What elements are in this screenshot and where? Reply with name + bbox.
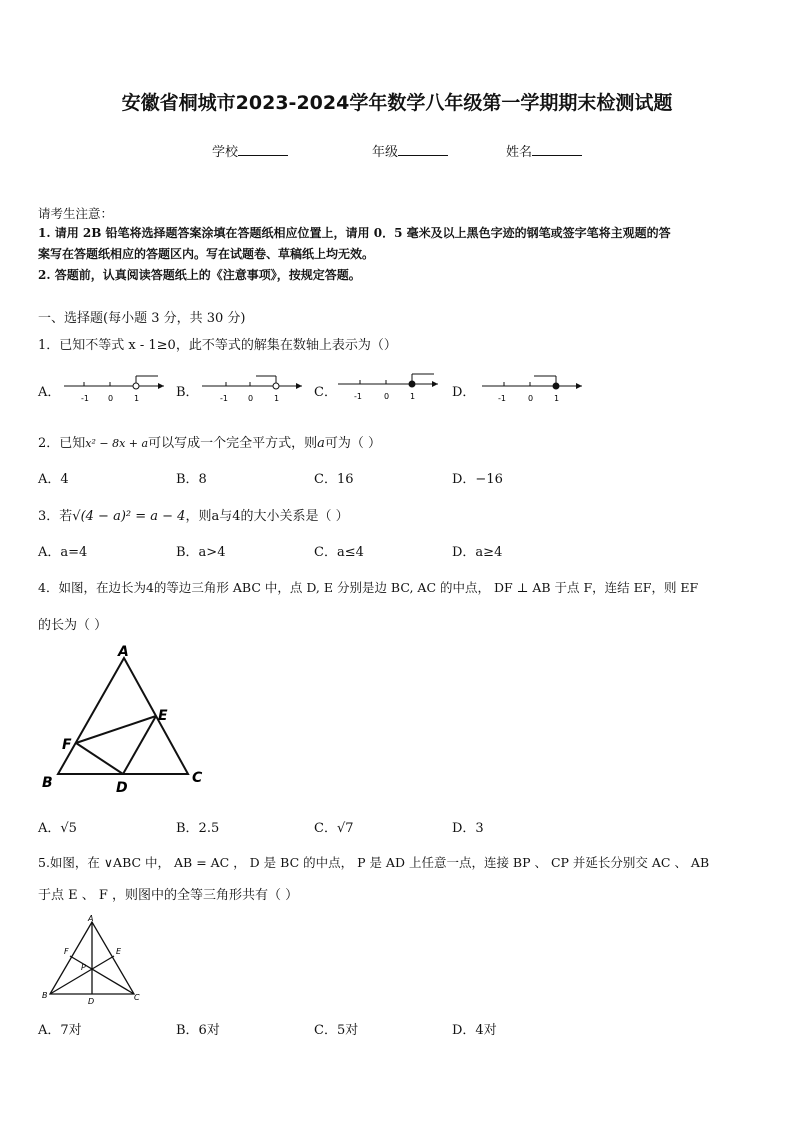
q2-expression: x² − 8x + a [85,437,149,450]
tick-label: 0 [108,394,114,403]
svg-text:-1: -1 [354,392,362,401]
q2-option-c[interactable]: C．16 [314,472,354,487]
grade-blank[interactable] [398,143,448,156]
q4-stem-line-2: 的长为（ ） [38,618,108,633]
vertex-label-c: C [192,770,203,786]
name-field[interactable] [506,141,582,160]
q1-number-line-c [334,368,442,404]
vertex-label-f: F [62,737,72,753]
q3-option-b[interactable]: B．a>4 [176,545,226,560]
q1-option-d[interactable]: D． [452,385,476,400]
vertex-label-f: F [64,947,69,956]
svg-text:1: 1 [410,392,416,401]
q2-option-b[interactable]: B．8 [176,472,207,487]
q3-option-c[interactable]: C．a≤4 [314,545,364,560]
school-field[interactable] [212,141,288,160]
section-heading: 一、选择题(每小题 3 分，共 30 分) [38,311,246,326]
svg-text:-1: -1 [498,394,506,403]
notice-line-3: 2. 答题前，认真阅读答题纸上的《注意事项》，按规定答题。 [38,268,361,282]
name-label: 姓名 [506,145,533,160]
q5-option-a[interactable]: A．7对 [38,1023,82,1038]
q2-stem: 2．已知x² − 8x + a可以写成一个完全平方式，则a可为（ ） [38,436,381,451]
vertex-label-c: C [134,993,140,1002]
q5-stem-line-1: 5.如图，在 ∨ABC 中， AB = AC ， D 是 BC 的中点， P 是 AD 上任意一点，连接 BP 、 CP 并延长分别交 AC 、 AB [38,855,710,870]
q4-option-b[interactable]: B．2.5 [176,821,220,836]
vertex-label-e: E [116,947,122,956]
vertex-label-a: A [118,644,129,660]
vertex-label-d: D [88,997,95,1006]
svg-text:1: 1 [554,394,560,403]
q4-stem-line-1: 4．如图，在边长为4的等边三角形 ABC 中，点 D, E 分别是边 BC, AC 的中点， DF ⊥ AB 于点 F，连结 EF，则 EF [38,580,699,595]
q5-option-b[interactable]: B．6对 [176,1023,220,1038]
q3-option-d[interactable]: D．a≥4 [452,545,503,560]
vertex-label-p: P [81,963,86,972]
q5-option-c[interactable]: C．5对 [314,1023,359,1038]
q1-number-line-b [198,370,306,406]
notice-line-1: 1. 请用 2B 铅笔将选择题答案涂填在答题纸相应位置上，请用 0．5 毫米及以上黑色字迹的钢笔或签字笔将主观题的答 [38,226,671,240]
page-title: 安徽省桐城市2023-2024学年数学八年级第一学期期末检测试题 [121,92,673,114]
q5-triangle-figure [36,912,146,1008]
school-blank[interactable] [238,143,288,156]
q1-option-b[interactable]: B． [176,385,199,400]
svg-text:0: 0 [384,392,390,401]
grade-label: 年级 [372,145,399,160]
q1-number-line-a [60,370,168,406]
q1-option-c[interactable]: C． [314,385,337,400]
vertex-label-b: B [42,775,53,791]
grade-field[interactable] [372,141,448,160]
q2-option-d[interactable]: D．−16 [452,472,503,487]
q1-number-line-d [478,370,590,406]
svg-text:0: 0 [248,394,254,403]
q1-option-a[interactable]: A． [38,385,61,400]
school-label: 学校 [212,145,239,160]
svg-text:-1: -1 [220,394,228,403]
q4-option-c[interactable]: C．√7 [314,821,354,836]
q4-triangle-figure [36,640,216,800]
q5-stem-line-2: 于点 E 、 F ，则图中的全等三角形共有（ ） [38,888,299,903]
q3-stem: 3．若√(4 − a)² = a − 4，则a与4的大小关系是（ ） [38,509,349,524]
q4-option-d[interactable]: D．3 [452,821,484,836]
notice-line-2: 案写在答题纸相应的答题区内。写在试题卷、草稿纸上均无效。 [38,247,375,261]
vertex-label-b: B [42,991,48,1000]
name-blank[interactable] [532,143,582,156]
q3-option-a[interactable]: A．a=4 [38,545,88,560]
svg-text:1: 1 [274,394,280,403]
vertex-label-d: D [116,780,128,796]
tick-label: -1 [81,394,89,403]
notice-heading: 请考生注意： [38,206,114,221]
vertex-label-e: E [158,708,168,724]
svg-text:0: 0 [528,394,534,403]
q2-option-a[interactable]: A．4 [38,472,69,487]
q4-option-a[interactable]: A．√5 [38,821,77,836]
tick-label: 1 [134,394,140,403]
q1-stem: 1．已知不等式 x - 1≥0，此不等式的解集在数轴上表示为（） [38,338,397,353]
vertex-label-a: A [88,914,94,923]
q3-expression: √(4 − a)² = a − 4 [72,509,186,524]
q5-option-d[interactable]: D．4对 [452,1023,497,1038]
